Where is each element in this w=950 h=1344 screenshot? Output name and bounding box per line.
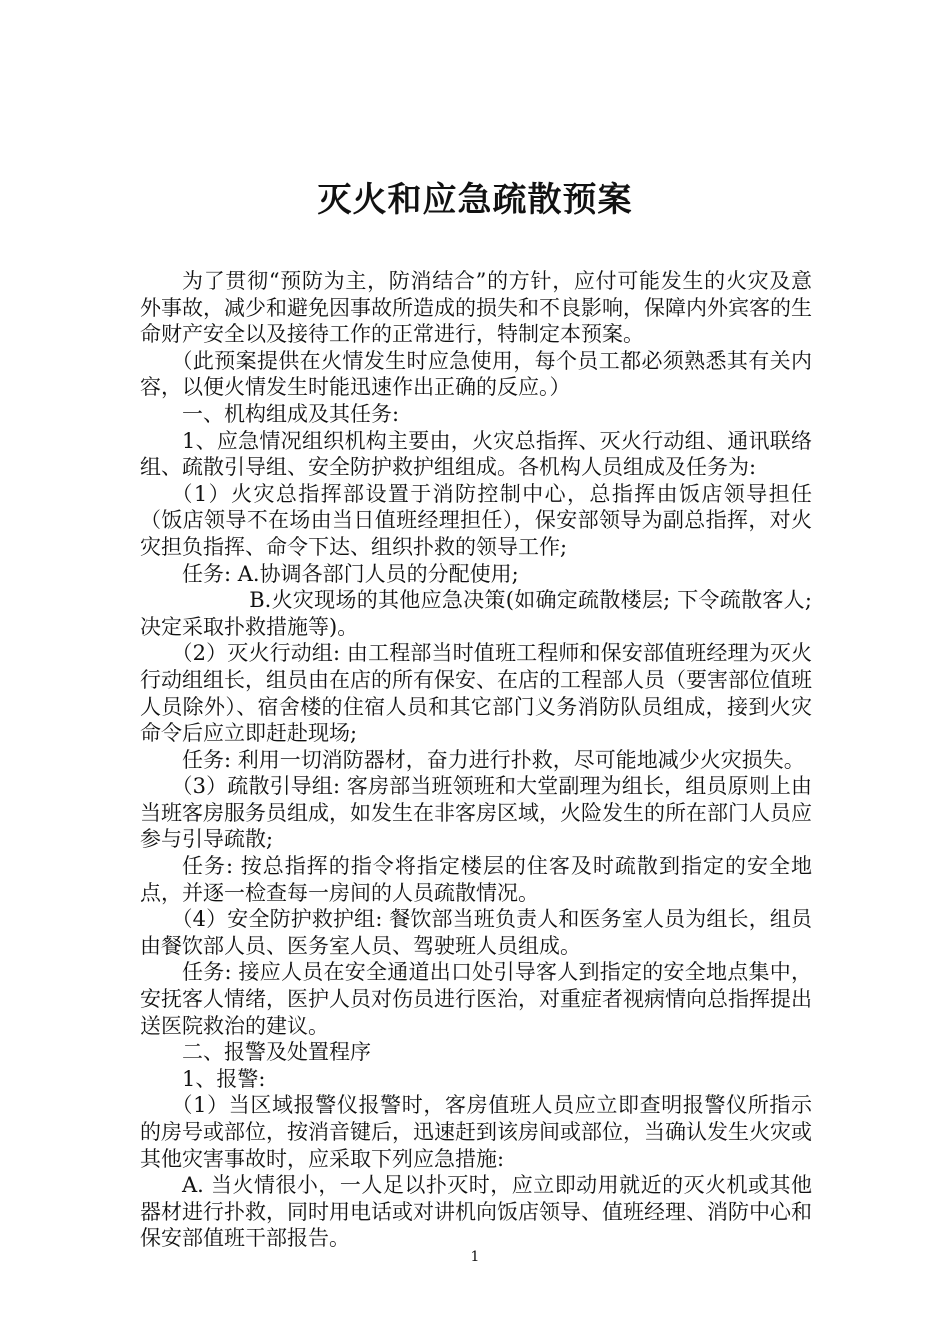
paragraph-command-task-b: B.火灾现场的其他应急决策(如确定疏散楼层; 下令疏散客人; 决定采取扑救措施等)。 [140, 588, 812, 639]
paragraph-firefighting-task: 任务: 利用一切消防器材，奋力进行扑救，尽可能地减少火灾损失。 [182, 747, 805, 772]
document-body [140, 268, 812, 1252]
paragraph-note: （此预案提供在火情发生时应急使用，每个员工都必须熟悉其有关内容，以便火情发生时能迅速作出正确的反应。） [140, 348, 812, 400]
paragraph-evacuation-group: （3）疏散引导组: 客房部当班领班和大堂副理为组长，组员原则上由当班客房服务员组成，如发生在非客房区域，火险发生的所在部门人员应参与引导疏散; [140, 774, 812, 852]
paragraph-firefighting-group: （2）灭火行动组: 由工程部当时值班工程师和保安部值班经理为灭火行动组组长，组员由在店的所有保安、在店的工程部人员（要害部位值班人员除外）、宿舍楼的住宿人员和其它部门义务消防队员组成，接到火灾命令后应立即赶赴现场; [140, 641, 812, 746]
paragraph-rescue-task: 任务: 接应人员在安全通道出口处引导客人到指定的安全地点集中，安抚客人情绪，医护人员对伤员进行医治，对重症者视病情向总指挥提出送医院救治的建议。 [140, 960, 812, 1038]
paragraph-alarm-response: （1）当区域报警仪报警时，客房值班人员应立即查明报警仪所指示的房号或部位，按消音键后，迅速赶到该房间或部位，当确认发生火灾或其他灾害事故时，应采取下列应急措施: [140, 1093, 812, 1171]
document-title: 灭火和应急疏散预案 [317, 180, 633, 220]
paragraph-alarm-heading: 1、报警: [182, 1066, 266, 1091]
paragraph-rescue-group: （4）安全防护救护组: 餐饮部当班负责人和医务室人员为组长，组员由餐饮部人员、医务室人员、驾驶班人员组成。 [140, 907, 812, 958]
section-heading-organization: 一、机构组成及其任务: [182, 401, 400, 426]
paragraph-alarm-small-fire: A. 当火情很小，一人足以扑灭时，应立即动用就近的灭火机或其他器材进行扑救，同时用电话或对讲机向饭店领导、值班经理、消防中心和保安部值班干部报告。 [140, 1173, 812, 1251]
paragraph-intro: 为了贯彻“预防为主，防消结合”的方针，应付可能发生的火灾及意外事故，减少和避免因事故所造成的损失和不良影响，保障内外宾客的生命财产安全以及接待工作的正常进行，特制定本预案。 [140, 269, 812, 347]
paragraph-evacuation-task: 任务: 按总指挥的指令将指定楼层的住客及时疏散到指定的安全地点，并逐一检查每一房间的人员疏散情况。 [140, 854, 812, 905]
page-number: 1 [470, 1249, 480, 1265]
paragraph-command-center: （1）火灾总指挥部设置于消防控制中心，总指挥由饭店领导担任（饭店领导不在场由当日值班经理担任），保安部领导为副总指挥，对火灾担负指挥、命令下达、组织扑救的领导工作; [140, 481, 812, 559]
paragraph-organization-overview: 1、应急情况组织机构主要由，火灾总指挥、灭火行动组、通讯联络组、疏散引导组、安全防护救护组组成。各机构人员组成及任务为: [140, 428, 812, 480]
paragraph-command-task-a: 任务: A.协调各部门人员的分配使用; [182, 561, 519, 586]
section-heading-alarm: 二、报警及处置程序 [182, 1040, 371, 1065]
